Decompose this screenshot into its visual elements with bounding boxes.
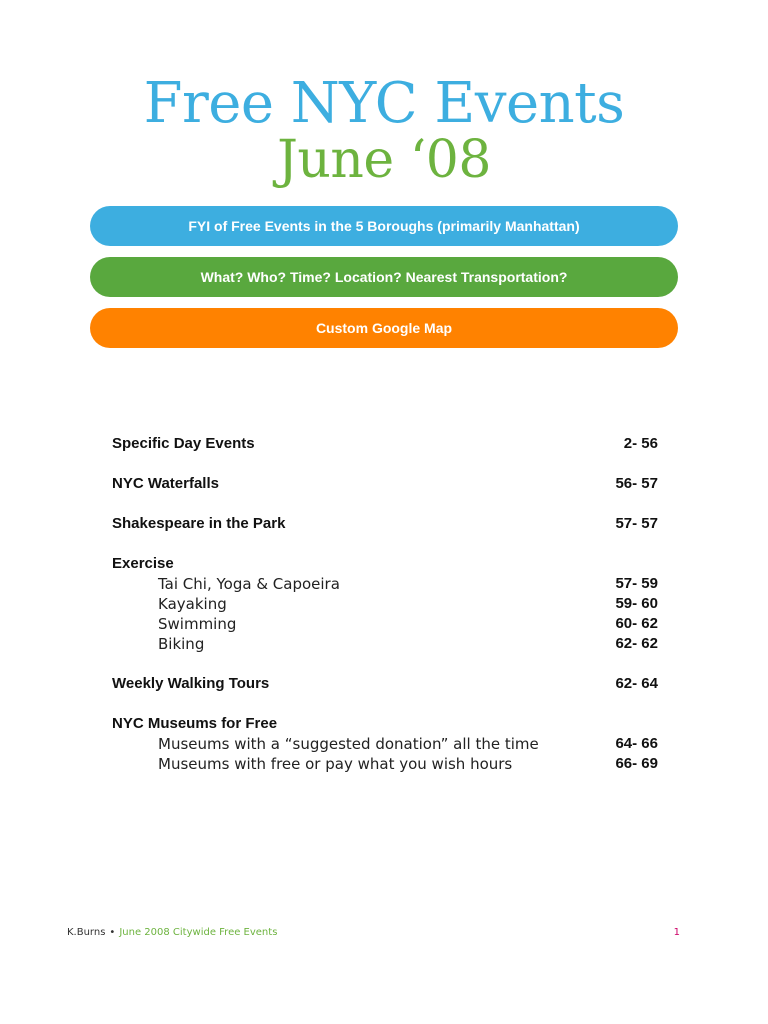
toc-entry-pages: 64- 66 <box>615 735 658 752</box>
toc-section-label: Exercise <box>112 555 174 572</box>
toc-entry-pages: 57- 59 <box>615 575 658 592</box>
title-line-1: Free NYC Events <box>143 71 625 136</box>
toc-entry-label: NYC Waterfalls <box>112 475 219 492</box>
toc-entry-specific-day-events <box>112 434 660 454</box>
banner-google-map-label: Custom Google Map <box>315 320 453 336</box>
toc-entry-pages: 66- 69 <box>615 755 658 772</box>
toc-entry-pages: 60- 62 <box>615 615 658 632</box>
table-of-contents <box>112 434 660 774</box>
toc-entry-nyc-waterfalls <box>112 474 660 494</box>
toc-entry-pages: 56- 57 <box>615 475 658 492</box>
toc-entry-walking-tours <box>112 674 660 694</box>
toc-entry-label: Kayaking <box>158 595 227 613</box>
page-footer <box>67 926 680 940</box>
toc-entry-shakespeare <box>112 514 660 534</box>
toc-entry-swimming <box>112 614 660 634</box>
toc-entry-label: Swimming <box>158 615 237 633</box>
banner-questions-label: What? Who? Time? Location? Nearest Transportation? <box>200 269 568 285</box>
footer-document-title: June 2008 Citywide Free Events <box>119 927 278 938</box>
toc-entry-label: Museums with free or pay what you wish hours <box>158 755 513 773</box>
banner-google-map <box>90 308 678 348</box>
toc-entry-kayaking <box>112 594 660 614</box>
toc-entry-label: Tai Chi, Yoga & Capoeira <box>158 575 340 593</box>
toc-entry-label: Museums with a “suggested donation” all the time <box>158 735 539 753</box>
toc-entry-biking <box>112 634 660 654</box>
toc-entry-pages: 62- 62 <box>615 635 658 652</box>
toc-section-exercise <box>112 554 660 574</box>
title-line-2: June ‘08 <box>277 130 491 190</box>
page-number: 1 <box>673 927 680 938</box>
toc-entry-pages: 62- 64 <box>615 675 658 692</box>
toc-entry-pages: 2- 56 <box>623 435 658 452</box>
banner-questions <box>90 257 678 297</box>
toc-section-label: NYC Museums for Free <box>112 715 278 732</box>
footer-author: K.Burns <box>67 927 106 938</box>
toc-entry-label: Specific Day Events <box>112 435 255 452</box>
toc-entry-label: Weekly Walking Tours <box>112 675 270 692</box>
toc-entry-label: Biking <box>158 635 205 653</box>
footer-separator: • <box>109 927 116 938</box>
banner-fyi <box>90 206 678 246</box>
toc-entry-tai-chi <box>112 574 660 594</box>
banner-fyi-label: FYI of Free Events in the 5 Boroughs (primarily Manhattan) <box>188 218 580 234</box>
toc-entry-pages: 59- 60 <box>615 595 658 612</box>
toc-entry-label: Shakespeare in the Park <box>112 515 286 532</box>
toc-section-museums <box>112 714 660 734</box>
toc-entry-free-hours <box>112 754 660 774</box>
toc-entry-suggested-donation <box>112 734 660 754</box>
toc-entry-pages: 57- 57 <box>615 515 658 532</box>
